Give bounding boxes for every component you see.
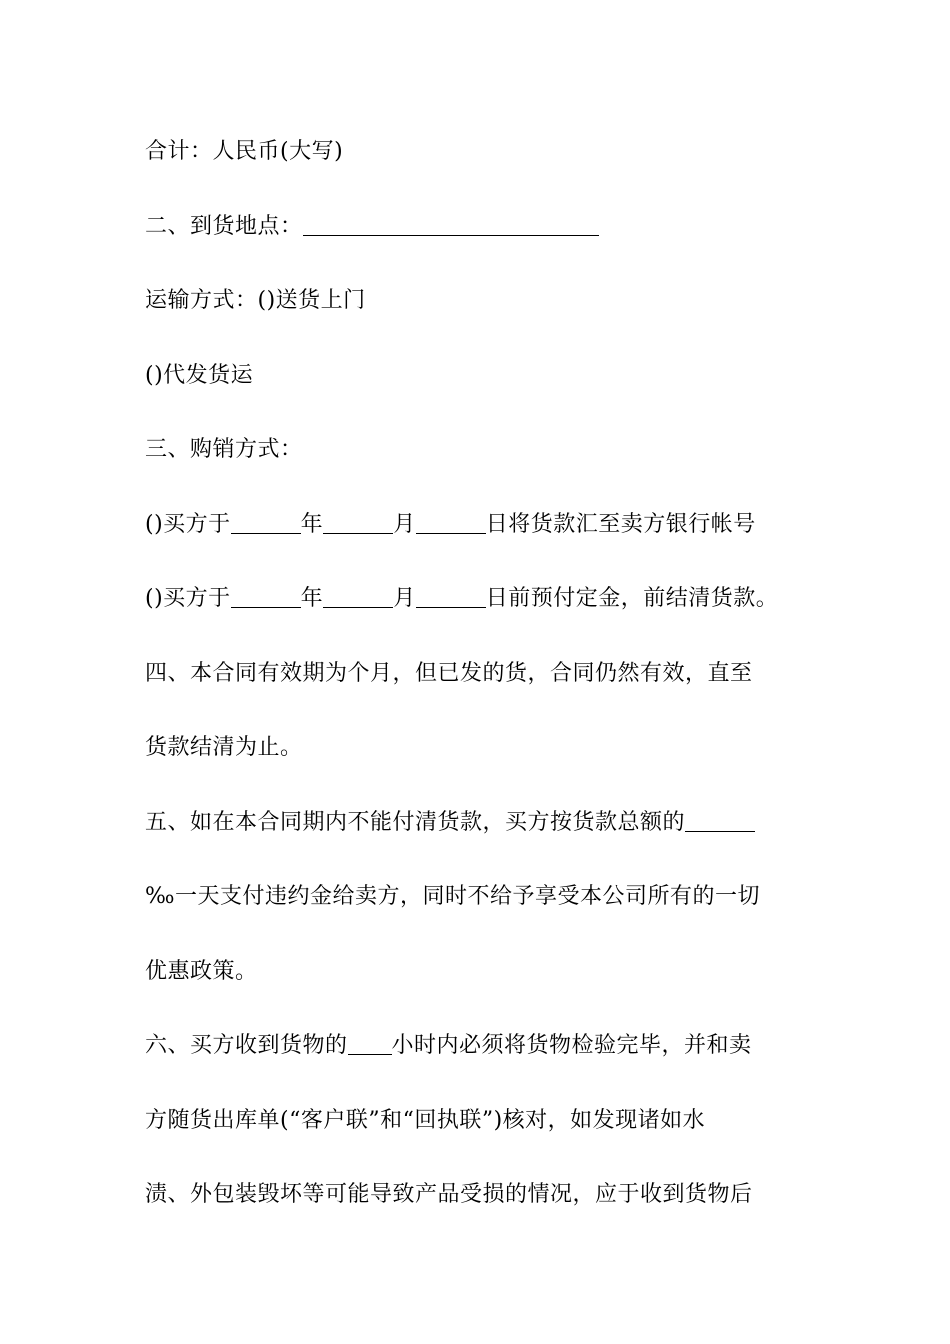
clause-4-line-1 [145,659,825,689]
transport-option-text: ()代发货运 [145,363,254,388]
day-blank [416,587,486,608]
clause-4-text-2: 货款结清为止。 [145,735,303,760]
clause-5-text-1: 五、如在本合同期内不能付清货款，买方按货款总额的 [145,810,686,835]
transport-method-line [145,286,825,316]
clause-6-line-1 [145,1031,825,1061]
clause-5-text-2: ‰一天支付违约金给卖方，同时不给予享受本公司所有的一切 [145,884,761,909]
month-blank [323,587,393,608]
year-blank [231,513,301,534]
year-blank [231,587,301,608]
total-amount-text: 合计：人民币(大写) [145,139,344,164]
purchase-option-1 [145,510,825,540]
purchase-option-2 [145,584,825,614]
clause-4-text-1: 四、本合同有效期为个月，但已发的货，合同仍然有效，直至 [145,661,753,686]
purchase-option-2-suffix: 日前预付定金，前结清货款。 [485,586,779,611]
purchase-option-1-suffix: 日将货款汇至卖方银行帐号 [485,512,756,537]
clause-6-suffix: 小时内必须将货物检验完毕，并和卖 [391,1033,752,1058]
month-label: 月 [393,512,416,537]
day-blank [416,513,486,534]
clause-5-text-3: 优惠政策。 [145,959,258,984]
purchase-option-2-prefix: ()买方于 [145,586,231,611]
purchase-option-1-prefix: ()买方于 [145,512,231,537]
clause-6-line-3 [145,1180,825,1210]
delivery-location-label: 二、到货地点： [145,214,303,239]
delivery-location-line [145,212,825,242]
transport-method-text: 运输方式：()送货上门 [145,288,366,313]
month-blank [323,513,393,534]
month-label: 月 [393,586,416,611]
year-label: 年 [300,512,324,537]
year-label: 年 [300,586,324,611]
purchase-method-heading [145,435,825,465]
clause-6-text-3: 渍、外包装毁坏等可能导致产品受损的情况，应于收到货物后 [145,1182,753,1207]
clause-4-line-2 [145,733,825,763]
clause-5-line-1 [145,808,825,838]
clause-5-line-2 [145,882,825,912]
total-amount-line [145,137,825,167]
delivery-location-blank [303,215,599,236]
clause-5-line-3 [145,957,825,987]
purchase-method-heading-text: 三、购销方式： [145,437,303,462]
hours-blank [348,1034,392,1055]
clause-6-text-2: 方随货出库单(“客户联”和“回执联”)核对，如发现诸如水 [145,1108,706,1133]
transport-option-line [145,361,825,391]
penalty-rate-blank [685,811,755,832]
clause-6-prefix: 六、买方收到货物的 [145,1033,348,1058]
clause-6-line-2 [145,1106,825,1136]
